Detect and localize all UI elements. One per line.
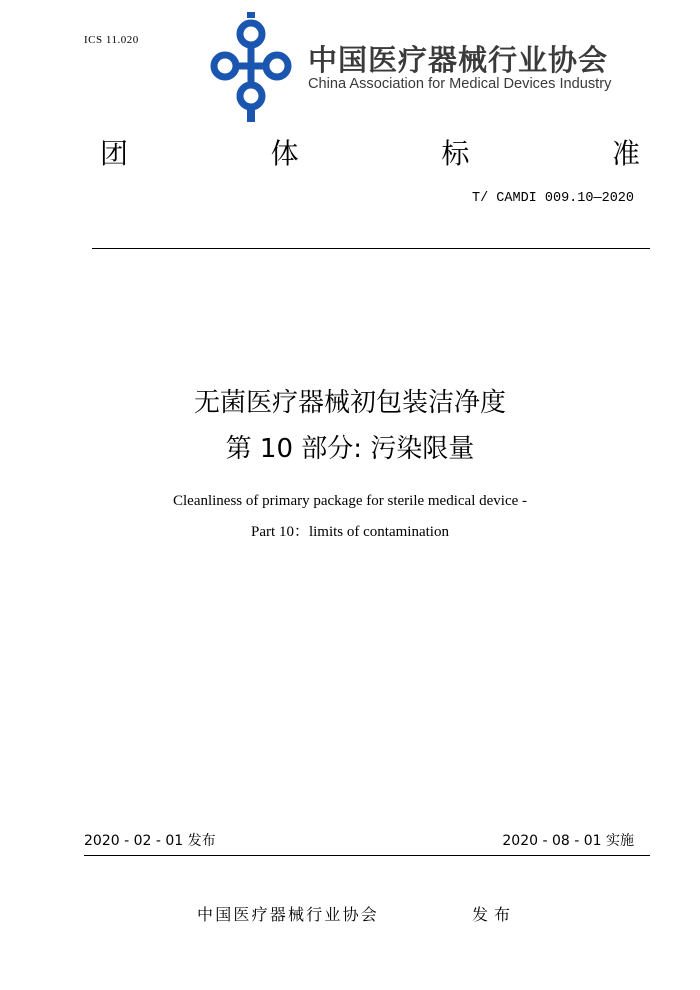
standard-type-char: 体 bbox=[270, 137, 299, 170]
org-name-en: China Association for Medical Devices Industry bbox=[308, 76, 612, 92]
standard-code: T/ CAMDI 009.10—2020 bbox=[471, 191, 634, 206]
title-cn-line1: 无菌医疗器械初包装洁净度 bbox=[193, 388, 506, 418]
publish-date: 2020 - 02 - 01 发布 bbox=[84, 833, 216, 849]
implementation-date: 2020 - 08 - 01 实施 bbox=[502, 833, 634, 849]
org-name-cn: 中国医疗器械行业协会 bbox=[308, 43, 609, 77]
standard-type-char: 准 bbox=[611, 137, 640, 170]
title-en-line1: Cleanliness of primary package for sterile medical device - bbox=[172, 493, 528, 509]
standard-type-char: 团 bbox=[100, 137, 129, 170]
standard-type bbox=[100, 136, 640, 172]
ics-code: ICS 11.020 bbox=[84, 34, 139, 46]
top-divider bbox=[92, 248, 650, 249]
standard-type-char: 标 bbox=[441, 137, 470, 170]
title-cn-line2: 第 10 部分: 污染限量 bbox=[225, 434, 475, 464]
issuer-name: 中国医疗器械行业协会 bbox=[197, 905, 380, 924]
bottom-divider bbox=[84, 855, 650, 856]
issue-label: 发布 bbox=[472, 905, 517, 924]
title-en-line2: Part 10：limits of contamination bbox=[251, 524, 449, 540]
interlocking-rings-logo-icon bbox=[203, 12, 299, 124]
